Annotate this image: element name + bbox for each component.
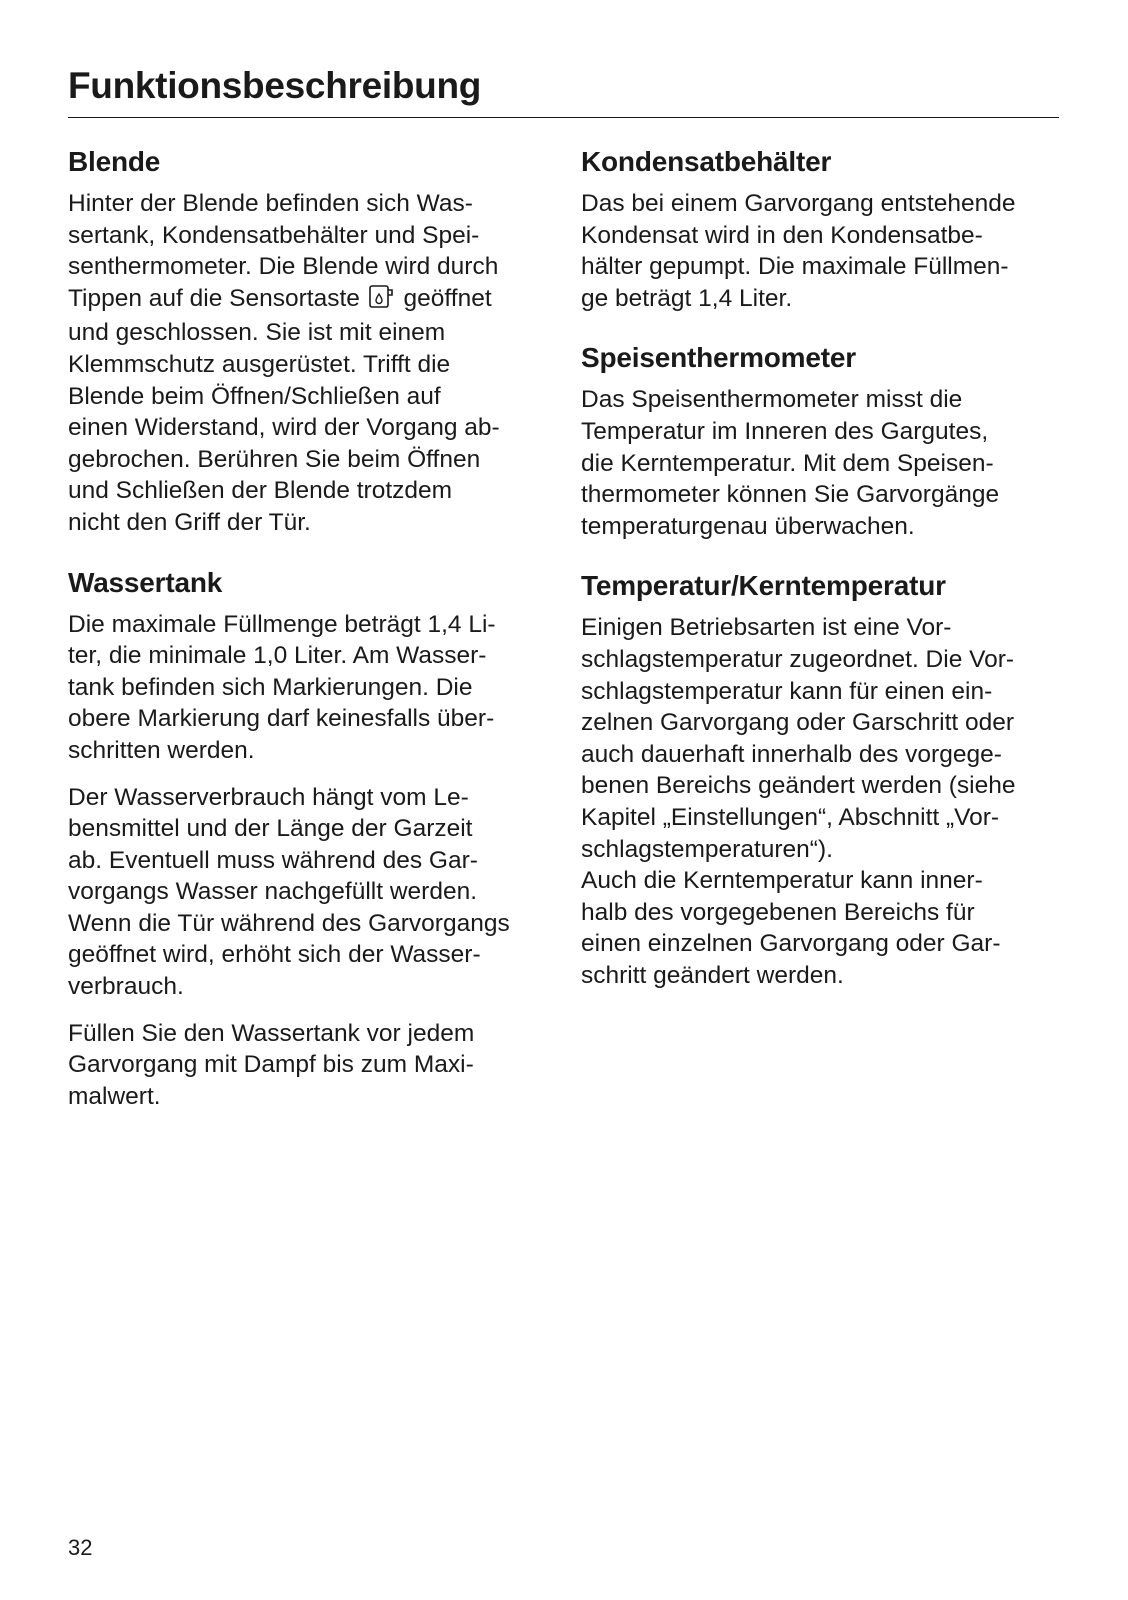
left-column: [68, 140, 548, 1112]
text-line: schritten werden.: [68, 736, 255, 764]
section-speisenthermometer: [581, 336, 1059, 542]
text-line: thermometer können Sie Garvorgänge: [581, 481, 1000, 509]
page-number: 32: [68, 1535, 93, 1560]
text-line: und Schließen der Blende trotzdem: [68, 477, 453, 505]
sensor-button-icon: [369, 285, 395, 318]
text-line: zelnen Garvorgang oder Garschritt oder: [581, 709, 1015, 737]
paragraph-wassertank-1: [68, 609, 548, 767]
section-blende: [68, 140, 548, 539]
text-line: Blende beim Öffnen/Schließen auf: [68, 382, 441, 410]
paragraph-kondensatbehaelter: [581, 188, 1059, 314]
right-column: [581, 140, 1059, 991]
text-line: halb des vorgegebenen Bereichs für: [581, 898, 975, 926]
text-line: Das bei einem Garvorgang entstehende: [581, 190, 1016, 217]
text-line: obere Markierung darf keinesfalls über-: [68, 705, 495, 733]
text-line: gebrochen. Berühren Sie beim Öffnen: [68, 445, 481, 473]
text-segment: geöffnet: [403, 284, 492, 312]
text-line: schlagstemperaturen“).: [581, 835, 833, 863]
text-line: auch dauerhaft innerhalb des vorgege-: [581, 740, 1002, 768]
paragraph-wassertank-3: [68, 1018, 548, 1113]
text-line: tank befinden sich Markierungen. Die: [68, 673, 473, 701]
section-heading-kondensatbehaelter: Kondensatbehälter: [581, 146, 832, 177]
text-line: senthermometer. Die Blende wird durch: [68, 253, 499, 281]
text-line: Kondensat wird in den Kondensatbe-: [581, 221, 983, 249]
text-line: die Kerntemperatur. Mit dem Speisen-: [581, 449, 994, 477]
title-divider: [68, 117, 1059, 118]
text-line: Auch die Kerntemperatur kann inner-: [581, 867, 983, 895]
text-line-with-icon: [68, 283, 548, 318]
text-line: Füllen Sie den Wassertank vor jedem: [68, 1019, 475, 1047]
text-line: nicht den Griff der Tür.: [68, 508, 311, 536]
text-line: Klemmschutz ausgerüstet. Trifft die: [68, 350, 451, 378]
text-line: Temperatur im Inneren des Gargutes,: [581, 417, 989, 445]
section-heading-wassertank: Wassertank: [68, 566, 223, 598]
text-line: schlagstemperatur zugeordnet. Die Vor-: [581, 645, 1015, 673]
section-heading-speisenthermometer: Speisenthermometer: [581, 342, 856, 374]
text-line: bensmittel und der Länge der Garzeit: [68, 815, 473, 843]
paragraph-temperatur: [581, 612, 1059, 991]
paragraph-speisenthermometer: [581, 384, 1059, 542]
section-heading-temperatur: Temperatur/Kerntemperatur: [581, 570, 946, 602]
paragraph-wassertank-2: [68, 782, 548, 1003]
text-line: Das Speisenthermometer misst die: [581, 386, 963, 414]
section-heading-blende: Blende: [68, 146, 161, 177]
text-line: malwert.: [68, 1082, 161, 1110]
text-line: Einigen Betriebsarten ist eine Vor-: [581, 614, 952, 642]
text-line: ab. Eventuell muss während des Gar-: [68, 846, 478, 874]
text-line: Der Wasserverbrauch hängt vom Le-: [68, 783, 469, 811]
text-line: einen Widerstand, wird der Vorgang ab-: [68, 414, 500, 442]
section-wassertank: [68, 561, 548, 1113]
text-line: Garvorgang mit Dampf bis zum Maxi-: [68, 1051, 474, 1079]
text-line: hälter gepumpt. Die maximale Füllmen-: [581, 253, 1009, 281]
text-line: schlagstemperatur kann für einen ein-: [581, 677, 993, 705]
text-segment: Tippen auf die Sensortaste: [68, 284, 360, 312]
section-temperatur-kerntemperatur: [581, 564, 1059, 991]
text-line: benen Bereichs geändert werden (siehe: [581, 772, 1016, 800]
text-line: schritt geändert werden.: [581, 961, 844, 989]
text-line: verbrauch.: [68, 973, 184, 1001]
paragraph-blende: [68, 188, 548, 539]
text-line: einen einzelnen Garvorgang oder Gar-: [581, 930, 1001, 958]
text-line: sertank, Kondensatbehälter und Spei-: [68, 221, 480, 249]
text-line: vorgangs Wasser nachgefüllt werden.: [68, 878, 477, 906]
text-line: ge beträgt 1,4 Liter.: [581, 284, 793, 312]
text-line: Die maximale Füllmenge beträgt 1,4 Li-: [68, 610, 496, 638]
text-line: temperaturgenau überwachen.: [581, 512, 915, 540]
text-line: geöffnet wird, erhöht sich der Wasser-: [68, 941, 481, 969]
text-line: ter, die minimale 1,0 Liter. Am Wasser-: [68, 642, 487, 670]
text-line: Hinter der Blende befinden sich Was-: [68, 190, 473, 217]
text-line: Kapitel „Einstellungen“, Abschnitt „Vor-: [581, 803, 1000, 831]
text-line: Wenn die Tür während des Garvorgangs: [68, 909, 510, 937]
text-line: und geschlossen. Sie ist mit einem: [68, 319, 446, 347]
page-title: Funktionsbeschreibung: [68, 65, 482, 106]
section-kondensatbehaelter: [581, 140, 1059, 314]
